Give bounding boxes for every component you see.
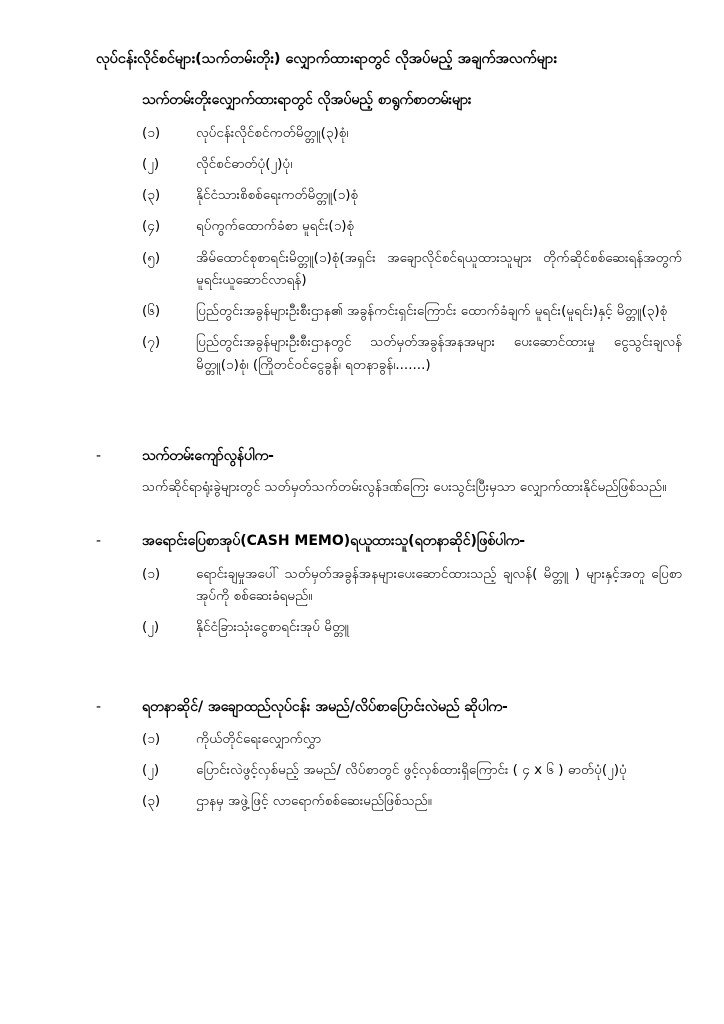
list-item-marker: (၃) bbox=[142, 793, 161, 810]
list-item bbox=[142, 215, 682, 237]
list-item bbox=[142, 300, 682, 322]
block-cash-memo bbox=[96, 530, 682, 638]
list-item-marker: (၇) bbox=[142, 334, 161, 351]
list-item-text: ပြောင်းလဲဖွင့်လှစ်မည့် အမည်/ လိပ်စာတွင် ဖွင့်လှစ်ထားရှိကြောင်း ( ၄ x ၆ ) ဓာတ်ပုံ(၂)ပုံ bbox=[196, 762, 627, 779]
section-heading-requirements: သက်တမ်းတိုးလျှောက်ထားရာတွင် လိုအပ်မည့် စာရွက်စာတမ်းများ bbox=[142, 92, 472, 109]
list-item-text: ပြည်တွင်းအခွန်များဦးစီးဌာန၏ အခွန်ကင်းရှင်းကြောင်း ထောက်ခံချက် မူရင်း(မူရင်း)နှင့် မိတ္တူ(၃)စုံ bbox=[196, 303, 668, 320]
list-item-marker: (၃) bbox=[142, 187, 161, 204]
list-item bbox=[142, 563, 682, 608]
dash-bullet: - bbox=[96, 447, 102, 464]
list-item-marker: (၄) bbox=[142, 218, 161, 235]
name-address-change-list bbox=[142, 728, 682, 813]
list-item-text: ရပ်ကွက်ထောက်ခံစာ မူရင်း(၁)စုံ bbox=[196, 218, 355, 235]
list-item bbox=[142, 247, 682, 292]
block-header bbox=[96, 696, 682, 718]
list-item-marker: (၂) bbox=[142, 155, 160, 172]
block-title: သက်တမ်းကျော်လွန်ပါက- bbox=[142, 447, 274, 464]
list-item-marker: (၁) bbox=[142, 124, 161, 141]
page-title: လုပ်ငန်းလိုင်စင်များ(သက်တမ်းတိုး) လျှောက်ထားရာတွင် လိုအပ်မည့် အချက်အလက်များ bbox=[96, 51, 557, 67]
list-item-text: နိုင်ငံသားစိစစ်ရေးကတ်မိတ္တူ(၁)စုံ bbox=[196, 187, 359, 204]
requirements-list bbox=[142, 122, 682, 376]
block-title: ရတနာဆိုင်/ အချောထည်လုပ်ငန်း အမည်/လိပ်စာပြောင်းလဲမည် ဆိုပါက- bbox=[142, 698, 508, 715]
block-name-address-change bbox=[96, 696, 682, 813]
list-item-marker: (၂) bbox=[142, 762, 160, 779]
section-spacer bbox=[96, 385, 682, 415]
list-item-text: အိမ်ထောင်စုစာရင်းမိတ္တူ(၁)စုံ(အရှင်း အချောလိုင်စင်ရယူထားသူများ တိုက်ဆိုင်စစ်ဆေးရန်အတွက် မူရင်းယူဆောင်လာရန်) bbox=[196, 249, 682, 288]
dash-bullet: - bbox=[96, 698, 102, 715]
block-paragraph: သက်ဆိုင်ရာရုံးခွဲများတွင် သတ်မှတ်သက်တမ်းလွန်ဒဏ်ကြေး ပေးသွင်းပြီးမှသာ လျှောက်ထားနိုင်မည်ဖြစ်သည်။ bbox=[142, 479, 667, 496]
section-spacer bbox=[96, 648, 682, 666]
list-item-marker: (၆) bbox=[142, 303, 161, 320]
block-overdue-renewal bbox=[96, 445, 682, 500]
list-item bbox=[142, 616, 682, 638]
list-item-text: လိုင်စင်ဓာတ်ပုံ(၂)ပုံ၊ bbox=[196, 155, 293, 172]
list-item-text: ပြည်တွင်းအခွန်များဦးစီးဌာနတွင် သတ်မှတ်အခွန်အနအများ ပေးဆောင်ထားမှု ငွေသွင်းချလန် မိတ္တူ(၁)စုံ၊ (ကြိုတင်ဝင်ငွေခွန်၊ ရတနာခွန်၊.......) bbox=[196, 334, 682, 373]
list-item bbox=[142, 728, 682, 750]
list-item bbox=[142, 153, 682, 175]
list-item bbox=[142, 790, 682, 812]
list-item-marker: (၂) bbox=[142, 619, 160, 636]
list-item bbox=[142, 122, 682, 144]
list-item bbox=[142, 331, 682, 376]
cash-memo-list bbox=[142, 563, 682, 639]
block-header bbox=[96, 445, 682, 467]
list-item-text: နိုင်ငံခြားသုံးငွေစာရင်းအုပ် မိတ္တူ bbox=[196, 619, 350, 636]
list-item-text: ကိုယ်တိုင်ရေးလျှောက်လွှာ bbox=[196, 730, 322, 747]
list-item-text: ဌာနမှ အဖွဲ့ဖြင့် လာရောက်စစ်ဆေးမည်ဖြစ်သည်။ bbox=[196, 793, 432, 810]
dash-bullet: - bbox=[96, 533, 102, 550]
list-item-marker: (၁) bbox=[142, 565, 161, 582]
list-item-marker: (၅) bbox=[142, 249, 161, 266]
list-item bbox=[142, 184, 682, 206]
list-item-text: ရောင်းချမှုအပေါ် သတ်မှတ်အခွန်အနများပေးဆောင်ထားသည့် ချလန်( မိတ္တူ ) များနှင့်အတူ ပြေစာအုပ်ကို စစ်ဆေးခံရမည်။ bbox=[196, 565, 682, 604]
block-header bbox=[96, 530, 682, 552]
block-title: အရောင်းပြေစာအုပ်(CASH MEMO)ရယူထားသူ(ရတနာဆိုင်)ဖြစ်ပါက- bbox=[142, 533, 526, 550]
list-item-text: လုပ်ငန်းလိုင်စင်ကတ်မိတ္တူ(၃)စုံ၊ bbox=[196, 124, 349, 141]
list-item bbox=[142, 759, 682, 781]
list-item-marker: (၁) bbox=[142, 730, 161, 747]
